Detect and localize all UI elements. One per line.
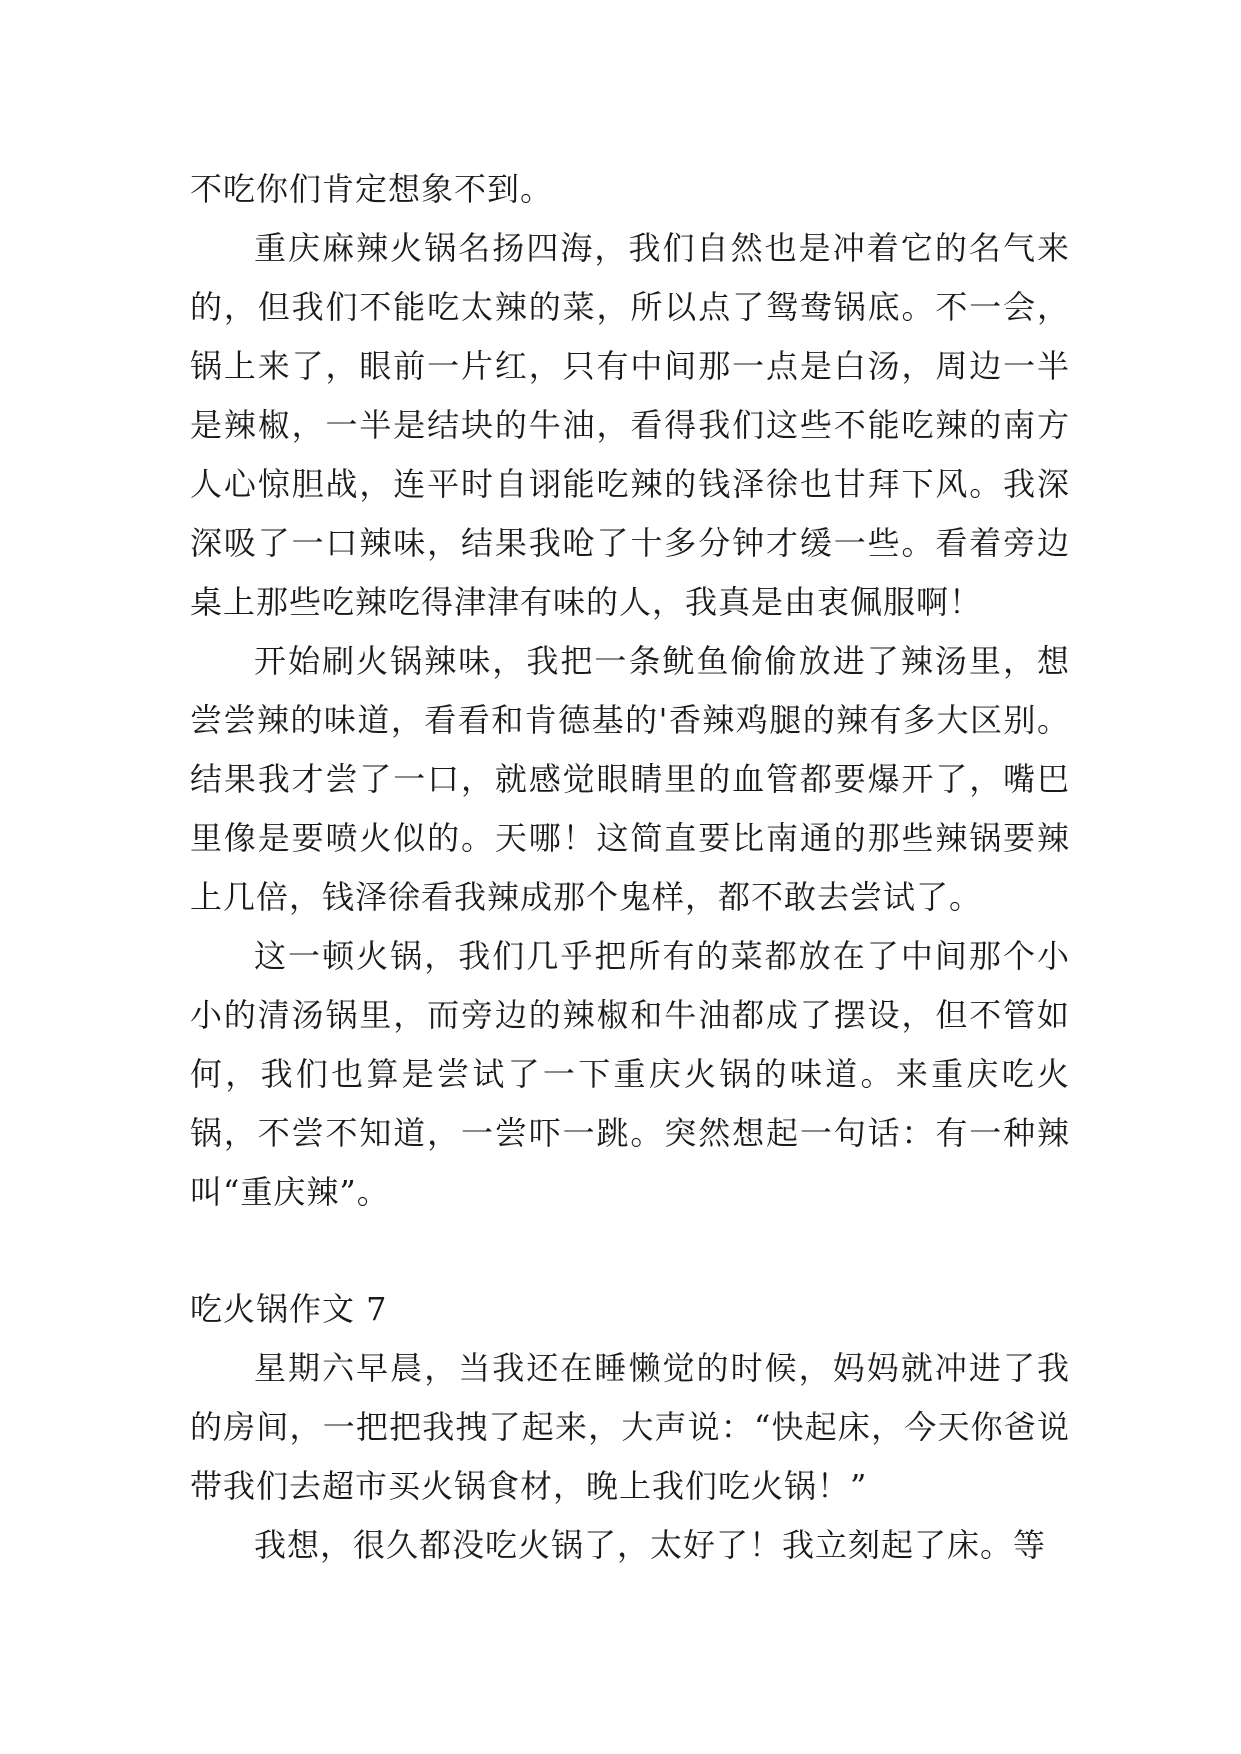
document-body (190, 160, 1070, 1575)
paragraph-squid-taste: 开始刷火锅辣味，我把一条鱿鱼偷偷放进了辣汤里，想尝尝辣的味道，看看和肯德基的'香辣鸡腿的辣有多大区别。结果我才尝了一口，就感觉眼睛里的血管都要爆开了，嘴巴里像是要喷火似的。天哪！这简直要比南通的那些辣锅要辣上几倍，钱泽徐看我辣成那个鬼样，都不敢去尝试了。 (190, 642, 1070, 916)
paragraph-saturday-morning: 星期六早晨，当我还在睡懒觉的时候，妈妈就冲进了我的房间，一把把我拽了起来，大声说：“快起床，今天你爸说带我们去超市买火锅食材，晚上我们吃火锅！” (190, 1349, 1070, 1505)
section-heading: 吃火锅作文 7 (190, 1290, 388, 1328)
paragraph-continuation: 不吃你们肯定想象不到。 (190, 170, 554, 208)
paragraph-get-up: 我想，很久都没吃火锅了，太好了！我立刻起了床。等 (254, 1526, 1047, 1564)
paragraph-spicy-hotpot: 重庆麻辣火锅名扬四海，我们自然也是冲着它的名气来的，但我们不能吃太辣的菜，所以点了鸳鸯锅底。不一会，锅上来了，眼前一片红，只有中间那一点是白汤，周边一半是辣椒，一半是结块的牛油，看得我们这些不能吃辣的南方人心惊胆战，连平时自诩能吃辣的钱泽徐也甘拜下风。我深深吸了一口辣味，结果我呛了十多分钟才缓一些。看着旁边桌上那些吃辣吃得津津有味的人，我真是由衷佩服啊！ (190, 229, 1070, 621)
paragraph-clear-soup: 这一顿火锅，我们几乎把所有的菜都放在了中间那个小小的清汤锅里，而旁边的辣椒和牛油都成了摆设，但不管如何，我们也算是尝试了一下重庆火锅的味道。来重庆吃火锅，不尝不知道，一尝吓一跳。突然想起一句话：有一种辣叫“重庆辣”。 (190, 937, 1070, 1211)
